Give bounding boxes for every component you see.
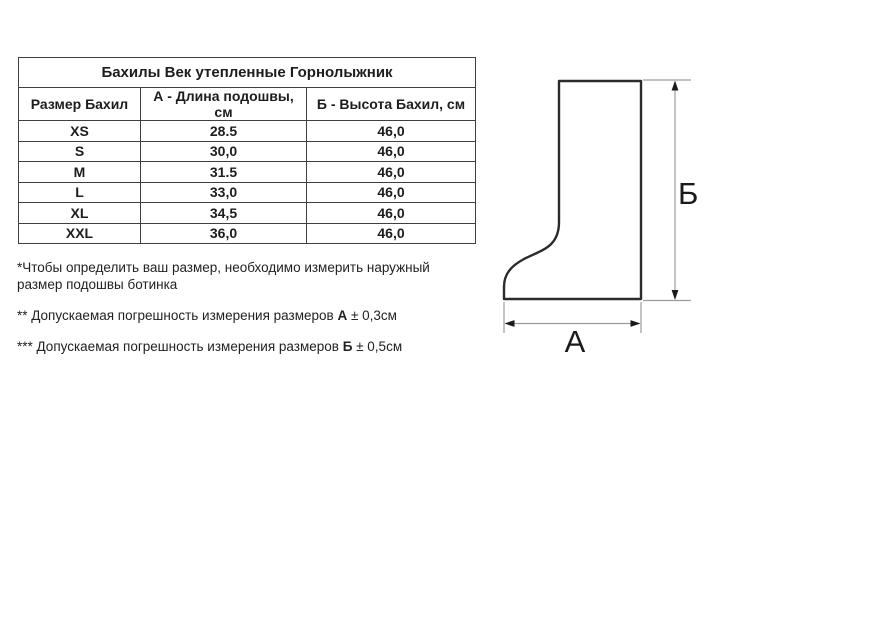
- table-row: [19, 182, 476, 203]
- arrow-right-icon: [631, 320, 641, 327]
- cell-sole-length: 36,0: [141, 223, 307, 244]
- note-tolerance-b: *** Допускаемая погрешность измерения размеров Б ± 0,5см: [17, 339, 403, 354]
- cell-height: 46,0: [307, 182, 476, 203]
- height-dimension-label: Б: [678, 176, 699, 211]
- cell-size: XS: [19, 121, 141, 142]
- cell-size: S: [19, 141, 141, 162]
- width-dimension-label: А: [564, 324, 586, 359]
- cell-sole-length: 28.5: [141, 121, 307, 142]
- cell-size: XXL: [19, 223, 141, 244]
- table-row: [19, 141, 476, 162]
- table-row: [19, 162, 476, 183]
- boot-outline: [504, 81, 641, 299]
- cell-sole-length: 33,0: [141, 182, 307, 203]
- size-table: [18, 57, 476, 244]
- table-row: [19, 121, 476, 142]
- table-row: [19, 203, 476, 224]
- column-header-size: Размер Бахил: [19, 88, 141, 121]
- cell-sole-length: 31.5: [141, 162, 307, 183]
- cell-size: M: [19, 162, 141, 183]
- cell-height: 46,0: [307, 203, 476, 224]
- footnotes: [17, 259, 462, 369]
- table-row: [19, 223, 476, 244]
- note-tolerance-a: ** Допускаемая погрешность измерения размеров А ± 0,3см: [17, 308, 397, 323]
- cell-size: L: [19, 182, 141, 203]
- column-header-sole-length: А - Длина подошвы, см: [141, 88, 307, 121]
- boot-diagram: [480, 45, 740, 370]
- arrow-down-icon: [672, 290, 679, 300]
- table-title: Бахилы Век утепленные Горнолыжник: [19, 58, 476, 88]
- cell-height: 46,0: [307, 223, 476, 244]
- cell-size: XL: [19, 203, 141, 224]
- cell-height: 46,0: [307, 141, 476, 162]
- cell-height: 46,0: [307, 121, 476, 142]
- note-size-measure: *Чтобы определить ваш размер, необходимо измерить наружный размер подошвы ботинка: [17, 260, 430, 292]
- table-title-row: [19, 58, 476, 88]
- column-header-height: Б - Высота Бахил, см: [307, 88, 476, 121]
- cell-sole-length: 34,5: [141, 203, 307, 224]
- arrow-left-icon: [505, 320, 515, 327]
- table-header-row: [19, 88, 476, 121]
- cell-height: 46,0: [307, 162, 476, 183]
- cell-sole-length: 30,0: [141, 141, 307, 162]
- arrow-up-icon: [672, 81, 679, 91]
